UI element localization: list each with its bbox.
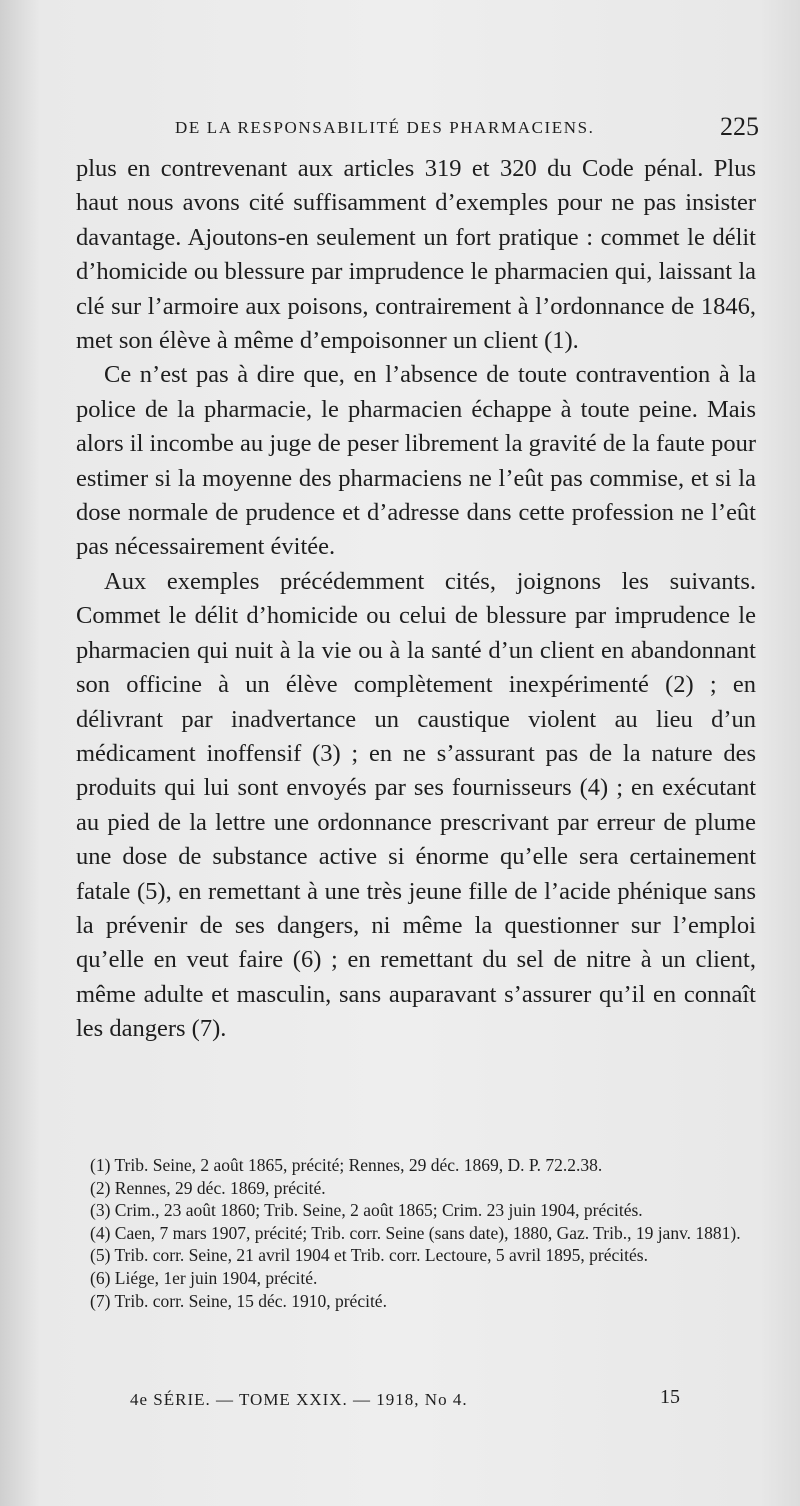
page-footer	[0, 1386, 800, 1416]
paragraph: Aux exemples précédemment cités, joignons les suivants. Commet le délit d’homicide ou celui de blessure par imprudence le pharmacien qui nuit à la vie ou à la santé d’un client en abandonnant son officine à un élève complètement inexpérimenté (2) ; en délivrant par inadvertance un caustique violent au lieu d’un médicament inoffensif (3) ; en ne s’assurant pas de la nature des produits qui lui sont envoyés par ses fournisseurs (4) ; en exécutant au pied de la lettre une ordonnance prescrivant par erreur de plume une dose de substance active si énorme qu’elle sera certainement fatale (5), en remettant à une très jeune fille de l’acide phénique sans la prévenir de ses dangers, ni même la questionner sur l’emploi qu’elle en veut faire (6) ; en remettant du sel de nitre à un client, même adulte et masculin, sans auparavant s’assurer qu’il en connaît les dangers (7).	[76, 567, 756, 1043]
footnotes	[76, 1154, 756, 1312]
body-text	[76, 152, 756, 1047]
paragraph: Ce n’est pas à dire que, en l’absence de toute contravention à la police de la pharmacie, le pharmacien échappe à toute peine. Mais alors il incombe au juge de peser librement la gravité de la faute pour estimer si la moyenne des pharmaciens ne l’eût pas commise, et si la dose normale de prudence et d’adresse dans cette profession ne l’eût pas nécessairement évitée.	[76, 361, 756, 561]
footnote: (1) Trib. Seine, 2 août 1865, précité; Rennes, 29 déc. 1869, D. P. 72.2.38.	[90, 1155, 603, 1175]
footnote: (4) Caen, 7 mars 1907, précité; Trib. corr. Seine (sans date), 1880, Gaz. Trib., 19 janv. 1881).	[90, 1222, 741, 1243]
series-line: 4e SÉRIE. — TOME XXIX. — 1918, No 4.	[130, 1390, 468, 1409]
page-header	[0, 112, 800, 142]
signature-mark: 15	[660, 1386, 680, 1408]
footnote: (5) Trib. corr. Seine, 21 avril 1904 et Trib. corr. Lectoure, 5 avril 1895, précités.	[90, 1245, 648, 1266]
footnote: (7) Trib. corr. Seine, 15 déc. 1910, précité.	[90, 1290, 387, 1311]
paragraph: plus en contrevenant aux articles 319 et 320 du Code pénal. Plus haut nous avons cité suffisamment d’exemples pour ne pas insister davantage. Ajoutons-en seulement un fort pratique : commet le délit d’homicide ou blessure par imprudence le pharmacien qui, laissant la clé sur l’armoire aux poisons, contrairement à l’ordonnance de 1846, met son élève à même d’empoisonner un client (1).	[76, 155, 756, 355]
footnote: (3) Crim., 23 août 1860; Trib. Seine, 2 août 1865; Crim. 23 juin 1904, précités.	[90, 1200, 643, 1221]
page-number: 225	[720, 112, 759, 141]
footnote: (6) Liége, 1er juin 1904, précité.	[90, 1267, 318, 1288]
running-head: DE LA RESPONSABILITÉ DES PHARMACIENS.	[175, 118, 595, 137]
footnote: (2) Rennes, 29 déc. 1869, précité.	[90, 1177, 326, 1198]
